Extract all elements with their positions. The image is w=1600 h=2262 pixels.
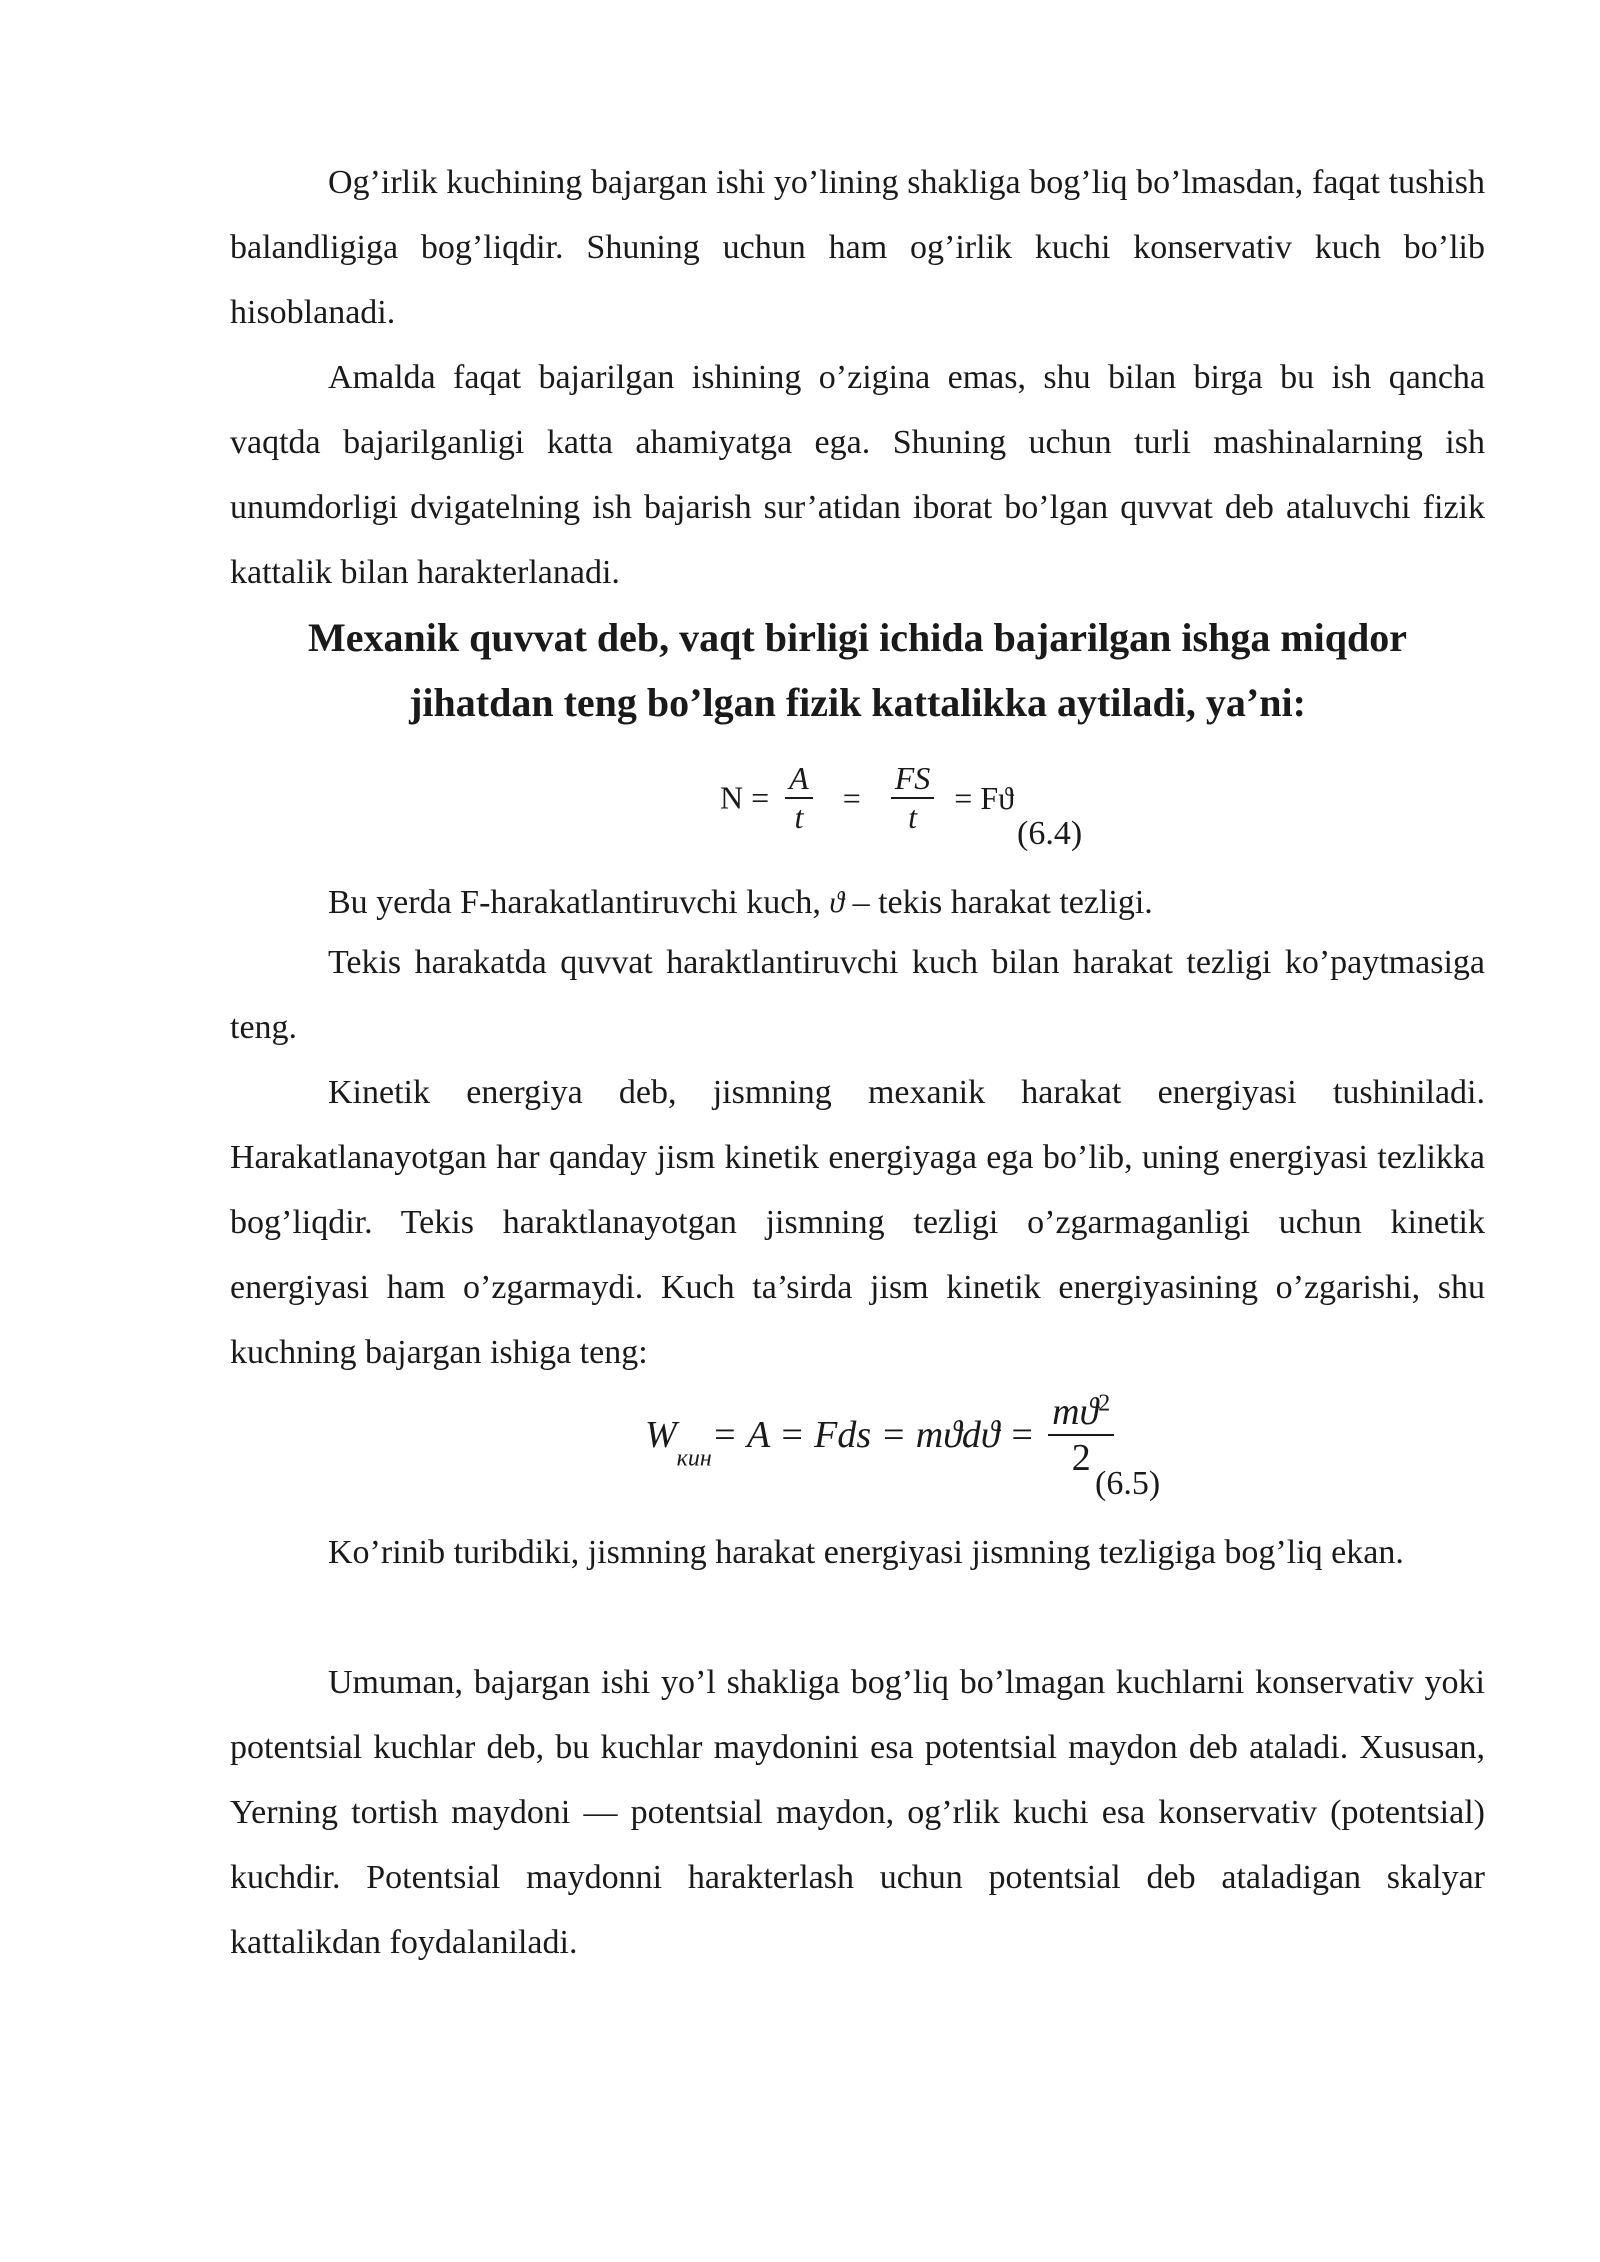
paragraph-variables-text-end: – tekis harakat tezligi. <box>844 884 1153 921</box>
formula-6-4-lhs: N = <box>720 779 770 816</box>
formula-6-4-rhs: = Fϑ <box>954 779 1014 816</box>
paragraph-variables <box>230 870 1485 935</box>
paragraph-power-intro: Amalda faqat bajarilgan ishining o’zigina emas, shu bilan birga bu ish qancha vaqtda bajarilganligi katta ahamiyatga ega. Shuning uchun turli mashinalarning ish unumdorligi dvigatelning ish bajarish sur’atidan iborat bo’lgan quvvat deb ataluvchi fizik kattalik bilan harakterlanadi. <box>230 359 1485 591</box>
definition-heading-line1: Mexanik quvvat deb, vaqt birligi ichida bajarilgan ishga miqdor <box>307 615 1408 660</box>
formula-6-4-fraction1-denominator: t <box>794 799 804 835</box>
formula-6-5-numerator-exponent: 2 <box>1098 1390 1111 1417</box>
formula-6-4-fraction1-numerator: A <box>789 760 809 796</box>
formula-6-5-fraction-denominator: 2 <box>1071 1437 1091 1479</box>
paragraph-variables-text: Bu yerda F-harakatlantiruvchi kuch, <box>328 884 830 921</box>
formula-6-4 <box>720 760 1014 836</box>
formula-6-4-equals: = <box>842 779 861 816</box>
formula-6-5-fraction-numerator <box>1048 1390 1114 1434</box>
formula-6-5-subscript: кин <box>676 1445 712 1472</box>
paragraph-energy-velocity: Ko’rinib turibdiki, jismning harakat energiyasi jismning tezligiga bog’liq ekan. <box>328 1534 1404 1571</box>
equation-number-6-5: (6.5) <box>1095 1465 1161 1502</box>
definition-heading <box>230 605 1485 735</box>
velocity-symbol: ϑ <box>829 886 845 919</box>
formula-6-5-w: W <box>645 1414 677 1456</box>
formula-6-4-fraction-a-over-t <box>785 760 813 836</box>
paragraph-gravity-work: Og’irlik kuchining bajargan ishi yo’lining shakliga bog’liq bo’lmasdan, faqat tushish balandligiga bog’liqdir. Shuning uchun ham og’irlik kuchi konservativ kuch bo’lib hisoblanadi. <box>230 164 1485 331</box>
definition-heading-line2: jihatdan teng bo’lgan fizik kattalikka aytiladi, ya’ni: <box>409 680 1306 725</box>
paragraph-uniform-power: Tekis harakatda quvvat haraktlantiruvchi kuch bilan harakat tezligi ko’paytmasiga teng. <box>230 944 1485 1046</box>
formula-6-5 <box>645 1390 1114 1480</box>
formula-6-5-numerator-text: mϑ <box>1052 1391 1099 1433</box>
formula-6-4-fraction2-numerator: FS <box>894 760 931 796</box>
equation-number-6-4: (6.4) <box>1017 815 1083 852</box>
formula-6-4-fraction-fs-over-t <box>891 760 935 836</box>
formula-6-5-middle: = A = Fds = mϑdϑ = <box>711 1414 1035 1456</box>
paragraph-kinetic-energy: Kinetik energiya deb, jismning mexanik harakat energiyasi tushiniladi. Harakatlanayotgan har qanday jism kinetik energiyaga ega bo’lib, uning energiyasi tezlikka bog’liqdir. Tekis haraktlanayotgan jismning tezligi o’zgarmaganligi uchun kinetik energiyasi ham o’zgarmaydi. Kuch ta’sirda jism kinetik energiyasining o’zgarishi, shu kuchning bajargan ishiga teng: <box>230 1074 1485 1371</box>
paragraph-conservative-forces: Umuman, bajargan ishi yo’l shakliga bog’liq bo’lmagan kuchlarni konservativ yoki potentsial kuchlar deb, bu kuchlar maydonini esa potentsial maydon deb ataladi. Xususan, Yerning tortish maydoni — potentsial maydon, og’rlik kuchi esa konservativ (potentsial) kuchdir. Potentsial maydonni harakterlash uchun potentsial deb ataladigan skalyar kattalikdan foydalaniladi. <box>230 1664 1485 1961</box>
formula-6-4-fraction2-denominator: t <box>908 799 917 835</box>
